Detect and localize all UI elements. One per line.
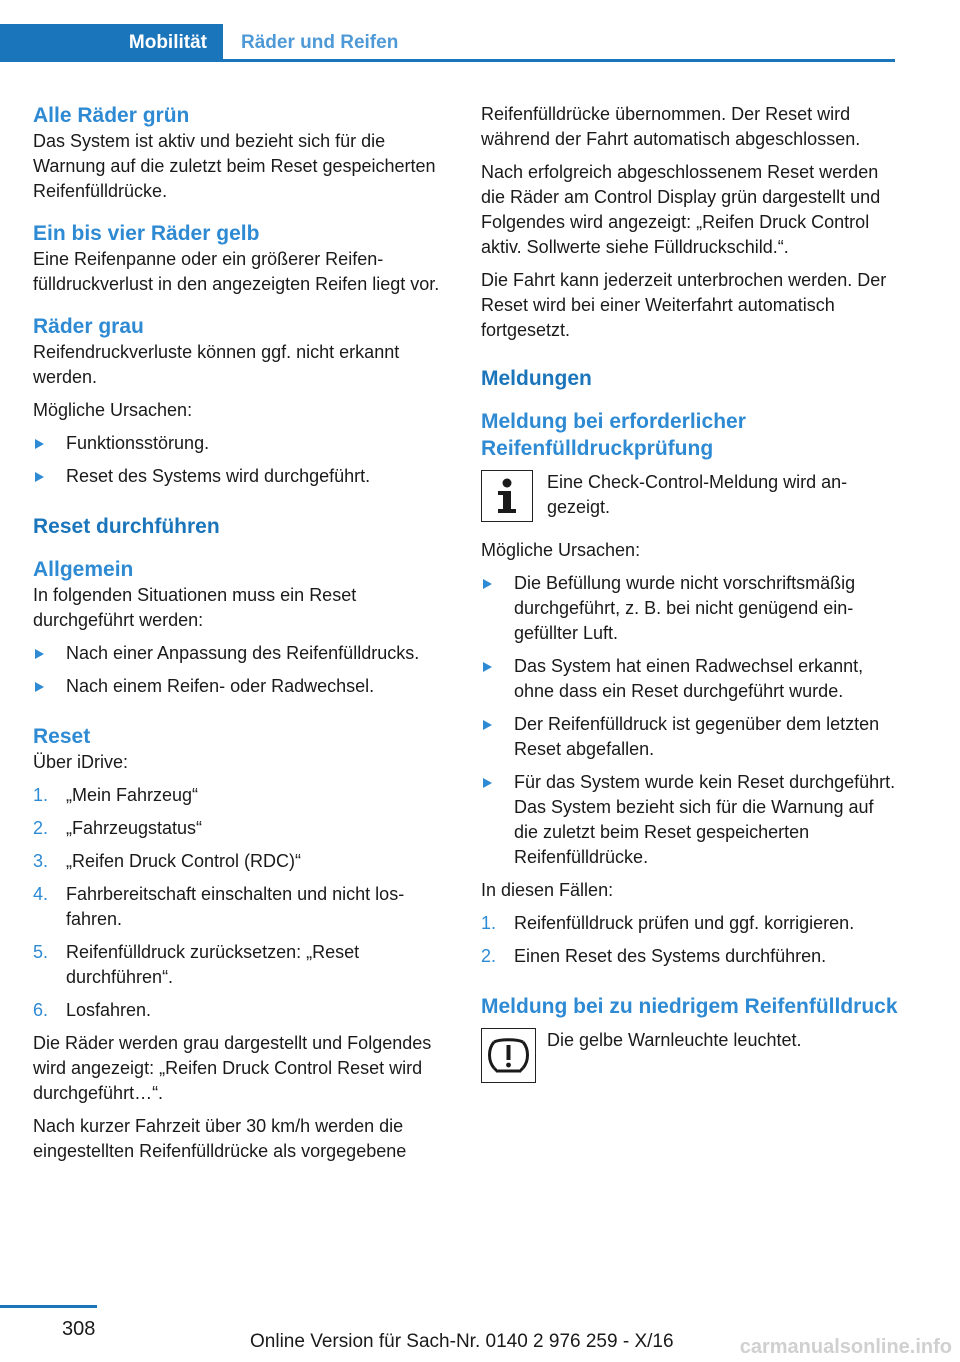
heading-reset: Reset [33,725,91,748]
step-text: Einen Reset des Systems durchführen. [514,946,827,966]
heading-grey: Räder grau [33,315,144,338]
list-item [33,816,453,841]
list-item [33,783,453,808]
causes-list-right [481,571,901,870]
step-text: Fahrbereitschaft einschalten und nicht losfahren. [66,884,405,929]
step-number: 2. [33,818,49,838]
list-item [33,940,453,990]
paragraph-all-green: Das System ist aktiv und bezieht sich für die Warnung auf die zuletzt beim Reset gespeicherten Reifenfülldrücke. [33,131,436,201]
list-item [33,882,453,932]
list-item: Der Reifenfülldruck ist gegenüber dem letzten Reset abgefallen. [481,712,901,762]
step-number: 3. [33,851,49,871]
heading-check-message: Meldung bei erforderlicher Reifenfülldruckprüfung [481,410,746,460]
info-icon [481,470,533,522]
list-item [33,849,453,874]
paragraph-grey-wheels: Die Räder werden grau dargestellt und Folgendes wird angezeigt: „Reifen Druck Control Reset wird durchgeführt…“. [33,1033,432,1103]
step-text: Losfahren. [66,1000,152,1020]
header-tabbar [0,24,895,62]
tire-pressure-warning-icon [481,1028,536,1083]
step-text: Reifenfülldruck zurücksetzen: „Reset durchführen“. [66,942,360,987]
heading-all-green: Alle Räder grün [33,104,190,127]
situations-list [33,641,453,699]
heading-yellow: Ein bis vier Räder gelb [33,222,260,245]
step-text: „Mein Fahrzeug“ [66,785,199,805]
watermark: carmanualsonline.info [739,1336,952,1358]
list-item: Nach einer Anpassung des Reifenfülldrucks. [33,641,453,666]
paragraph-general: In folgenden Situationen muss ein Reset durchgeführt werden: [33,585,357,630]
causes-list [33,431,453,489]
left-column [33,102,453,1164]
paragraph-causes: Mögliche Ursachen: [33,400,193,420]
tab-mobilitaet-label: Mobilität [128,32,207,53]
info-row [481,470,901,530]
paragraph-in-cases: In diesen Fällen: [481,880,614,900]
list-item [33,998,453,1023]
heading-reset-durchfuehren: Reset durchführen [33,515,220,538]
step-number: 1. [33,785,49,805]
paragraph-interrupt: Die Fahrt kann jederzeit unterbrochen werden. Der Reset wird bei einer Weiterfahrt automatisch fortgesetzt. [481,270,887,340]
heading-allgemein: Allgemein [33,558,134,581]
tab-raeder-und-reifen[interactable]: Räder und Reifen [241,32,399,53]
list-item: Das System hat einen Radwechsel erkannt, ohne dass ein Reset durchgeführt wurde. [481,654,901,704]
page-number: 308 [62,1318,96,1340]
actions-list [481,911,901,969]
tab-mobilitaet[interactable] [0,24,223,62]
footer-rule [0,1305,97,1308]
list-item: Funktionsstörung. [33,431,453,456]
step-number: 1. [481,913,497,933]
list-item [481,944,901,969]
paragraph-causes-right: Mögliche Ursachen: [481,540,641,560]
list-item [481,911,901,936]
paragraph-check-message: Eine Check-Control-Meldung wird angezeigt. [547,472,848,517]
paragraph-low-pressure: Die gelbe Warnleuchte leuchtet. [547,1030,802,1050]
heading-low-pressure: Meldung bei zu niedrigem Reifenfülldruck [481,995,898,1018]
list-item: Für das System wurde kein Reset durchgeführt. Das System bezieht sich für die Warnung auf die zuletzt beim Reset gespeicherten Reifenfülldrücke. [481,770,901,870]
paragraph-idrive: Über iDrive: [33,752,129,772]
step-text: Reifenfülldruck prüfen und ggf. korrigieren. [514,913,855,933]
step-number: 2. [481,946,497,966]
footer-version-text: Online Version für Sach-Nr. 0140 2 976 259 - X/16 [250,1331,674,1352]
step-number: 4. [33,884,49,904]
paragraph-yellow: Eine Reifenpanne oder ein größerer Reifenfülldruckverlust in den angezeigten Reifen liegt vor. [33,249,440,294]
step-text: „Fahrzeugstatus“ [66,818,203,838]
paragraph-success: Nach erfolgreich abgeschlossenem Reset werden die Räder am Control Display grün dargestellt und Folgendes wird angezeigt: „Reifen Druck Control aktiv. Sollwerte siehe Fülldruckschild.“. [481,162,881,257]
paragraph-continued: Reifenfülldrücke übernommen. Der Reset wird während der Fahrt automatisch abgeschlossen. [481,104,861,149]
steps-list [33,783,453,1023]
list-item: Nach einem Reifen- oder Radwechsel. [33,674,453,699]
right-column [481,102,901,1088]
list-item: Die Befüllung wurde nicht vorschriftsmäßig durchgeführt, z. B. bei nicht genügend eingefüllter Luft. [481,571,901,646]
step-number: 5. [33,942,49,962]
paragraph-grey: Reifendruckverluste können ggf. nicht erkannt werden. [33,342,400,387]
step-text: „Reifen Druck Control (RDC)“ [66,851,302,871]
heading-meldungen: Meldungen [481,367,592,390]
header-rule [223,59,895,62]
warning-row [481,1028,901,1088]
list-item: Reset des Systems wird durchgeführt. [33,464,453,489]
paragraph-short-drive: Nach kurzer Fahrzeit über 30 km/h werden die eingestellten Reifenfülldrücke als vorgegebene [33,1116,407,1161]
step-number: 6. [33,1000,49,1020]
